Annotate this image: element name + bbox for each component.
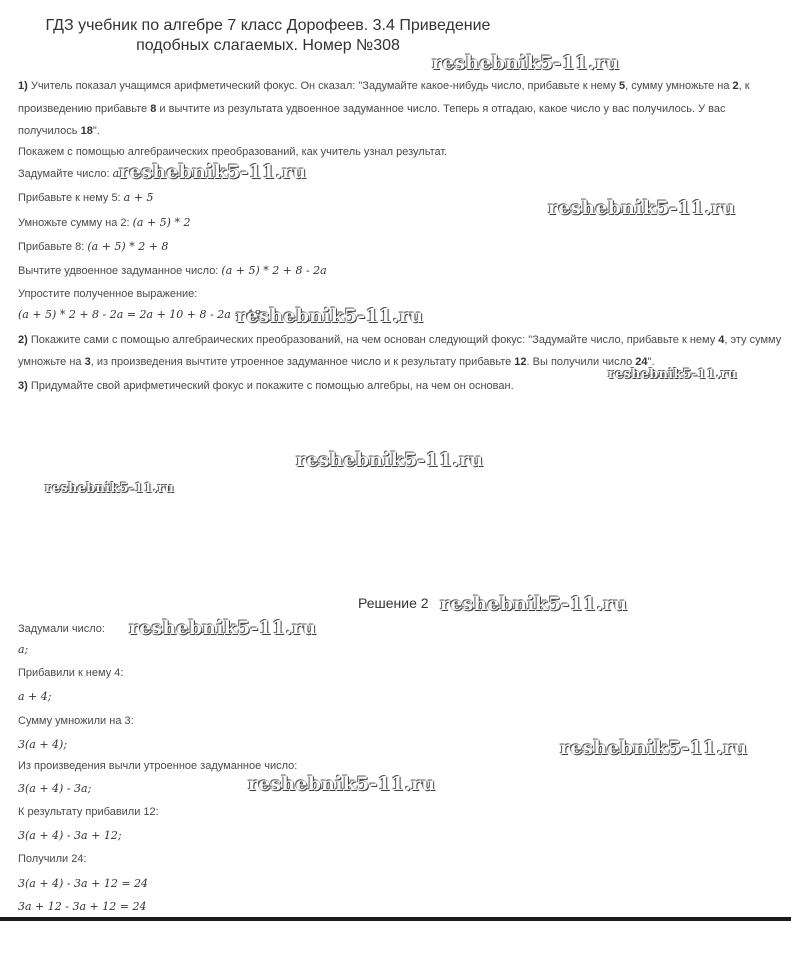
watermark: reshebnik5-11.ru <box>560 737 748 759</box>
task-3: 3) Придумайте свой арифметический фокус и покажите с помощью алгебры, на чем он основан. <box>18 380 514 392</box>
watermark: reshebnik5-11.ru <box>129 617 317 639</box>
bottom-divider <box>0 917 791 921</box>
watermark: reshebnik5-11.ru <box>236 305 424 327</box>
solution-expr-1: a; <box>18 643 29 656</box>
intro-text: Покажем с помощью алгебраических преобразований, как учитель узнал результат. <box>18 146 448 158</box>
task-2-line-1: 2) Покажите сами с помощью алгебраических преобразований, на чем основан следующий фокус: "Задумайте число, прибавьте к нему 4, эту сумму <box>18 334 782 346</box>
solution-expr-2: a + 4; <box>18 690 52 703</box>
solution-label-5: К результату прибавили 12: <box>18 806 159 818</box>
page-title-line-1: ГДЗ учебник по алгебре 7 класс Дорофеев. 3.4 Приведение <box>45 17 491 34</box>
solution-label-6: Получили 24: <box>18 853 87 865</box>
step-1: Задумайте число: a <box>18 167 120 180</box>
solution-expr-4: 3(a + 4) - 3a; <box>18 782 92 795</box>
step-4: Прибавьте 8: (a + 5) * 2 + 8 <box>18 240 169 253</box>
task-1-line-2: произведению прибавьте 8 и вычтите из результата удвоенное задуманное число. Теперь я отгадаю, какое число у вас получилось. У вас <box>18 103 726 115</box>
solution-label-2: Прибавили к нему 4: <box>18 667 124 679</box>
solution-expr-5: 3(a + 4) - 3a + 12; <box>18 829 122 842</box>
watermark: reshebnik5-11.ru <box>432 52 620 74</box>
watermark: reshebnik5-11.ru <box>548 197 736 219</box>
watermark: reshebnik5-11.ru <box>296 449 484 471</box>
solution-label-1: Задумали число: <box>18 623 105 635</box>
task-1-line-1: 1) Учитель показал учащимся арифметический фокус. Он сказал: "Задумайте какое-нибудь число, прибавьте к нему 5, сумму умножьте на 2, к <box>18 80 750 92</box>
watermark: reshebnik5-11.ru <box>45 481 175 496</box>
step-5: Вычтите удвоенное задуманное число: (a + 5) * 2 + 8 - 2a <box>18 264 327 277</box>
solution-expr-6: 3(a + 4) - 3a + 12 = 24 <box>18 877 149 890</box>
watermark: reshebnik5-11.ru <box>248 773 436 795</box>
solution-expr-3: 3(a + 4); <box>18 738 68 751</box>
step-2: Прибавьте к нему 5: a + 5 <box>18 191 154 204</box>
solution-expr-7: 3a + 12 - 3a + 12 = 24 <box>18 900 147 913</box>
step-6-expression: (a + 5) * 2 + 8 - 2a = 2a + 10 + 8 - 2a = 18 <box>18 308 261 321</box>
page-title-line-2: подобных слагаемых. Номер №308 <box>136 37 400 54</box>
solution-label-4: Из произведения вычли утроенное задуманное число: <box>18 760 298 772</box>
page-title <box>0 16 536 56</box>
step-6-label: Упростите полученное выражение: <box>18 288 198 300</box>
watermark: reshebnik5-11.ru <box>440 593 628 615</box>
solution-heading: Решение 2 <box>358 595 429 611</box>
task-2-line-2: умножьте на 3, из произведения вычтите утроенное задуманное число и к результату прибавьте 12. Вы получили число 24". <box>18 356 655 368</box>
step-3: Умножьте сумму на 2: (a + 5) * 2 <box>18 216 191 229</box>
solution-label-3: Сумму умножили на 3: <box>18 715 134 727</box>
watermark: reshebnik5-11.ru <box>608 367 738 382</box>
task-1-line-3: получилось 18". <box>18 125 100 137</box>
watermark: reshebnik5-11.ru <box>119 161 307 183</box>
